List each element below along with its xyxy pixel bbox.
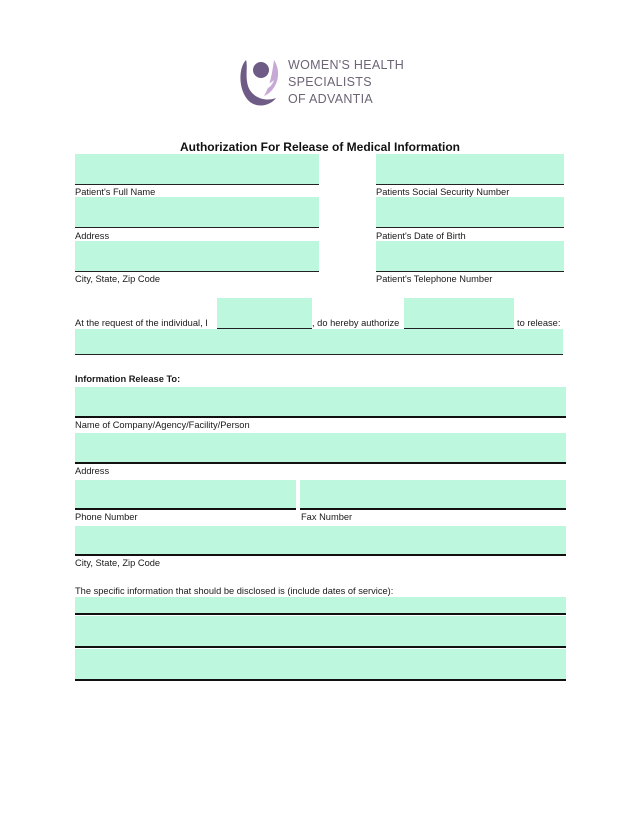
logo-line-1: WOMEN'S HEALTH: [288, 58, 405, 72]
disclosure-line-3-field[interactable]: [75, 649, 566, 681]
request-middle-text: , do hereby authorize: [312, 318, 400, 328]
patient-address-label: Address: [75, 231, 110, 241]
recipient-phone-field[interactable]: [75, 480, 296, 510]
release-items-field[interactable]: [75, 329, 563, 355]
form-title: Authorization For Release of Medical Information: [179, 140, 461, 154]
recipient-city-label: City, State, Zip Code: [75, 558, 161, 568]
disclosure-label: The specific information that should be disclosed is (include dates of service):: [75, 586, 394, 596]
recipient-address-label: Address: [75, 466, 110, 476]
recipient-address-field[interactable]: [75, 433, 566, 464]
request-suffix-text: to release:: [517, 318, 561, 328]
recipient-name-field[interactable]: [75, 387, 566, 418]
patient-address-field[interactable]: [75, 197, 319, 228]
patient-full-name-field[interactable]: [75, 154, 319, 185]
recipient-fax-field[interactable]: [300, 480, 566, 510]
recipient-name-label: Name of Company/Agency/Facility/Person: [75, 420, 250, 430]
recipient-phone-label: Phone Number: [75, 512, 138, 522]
request-prefix-text: At the request of the individual, I: [75, 318, 208, 328]
disclosure-line-1-field[interactable]: [75, 597, 566, 615]
authorized-party-field[interactable]: [404, 298, 514, 329]
release-to-heading: Information Release To:: [75, 374, 181, 384]
recipient-fax-label: Fax Number: [301, 512, 353, 522]
patient-city-field[interactable]: [75, 241, 319, 272]
patient-full-name-label: Patient's Full Name: [75, 187, 156, 197]
patient-phone-field[interactable]: [376, 241, 564, 272]
patient-ssn-label: Patients Social Security Number: [376, 187, 510, 197]
logo-mark-icon: [236, 56, 282, 108]
logo-line-2: SPECIALISTS: [288, 75, 372, 89]
patient-dob-field[interactable]: [376, 197, 564, 228]
patient-phone-label: Patient's Telephone Number: [376, 274, 493, 284]
patient-ssn-field[interactable]: [376, 154, 564, 185]
logo-line-3: OF ADVANTIA: [288, 92, 374, 106]
patient-city-label: City, State, Zip Code: [75, 274, 161, 284]
disclosure-line-2-field[interactable]: [75, 616, 566, 648]
patient-dob-label: Patient's Date of Birth: [376, 231, 466, 241]
recipient-city-field[interactable]: [75, 526, 566, 556]
individual-name-field[interactable]: [217, 298, 312, 329]
